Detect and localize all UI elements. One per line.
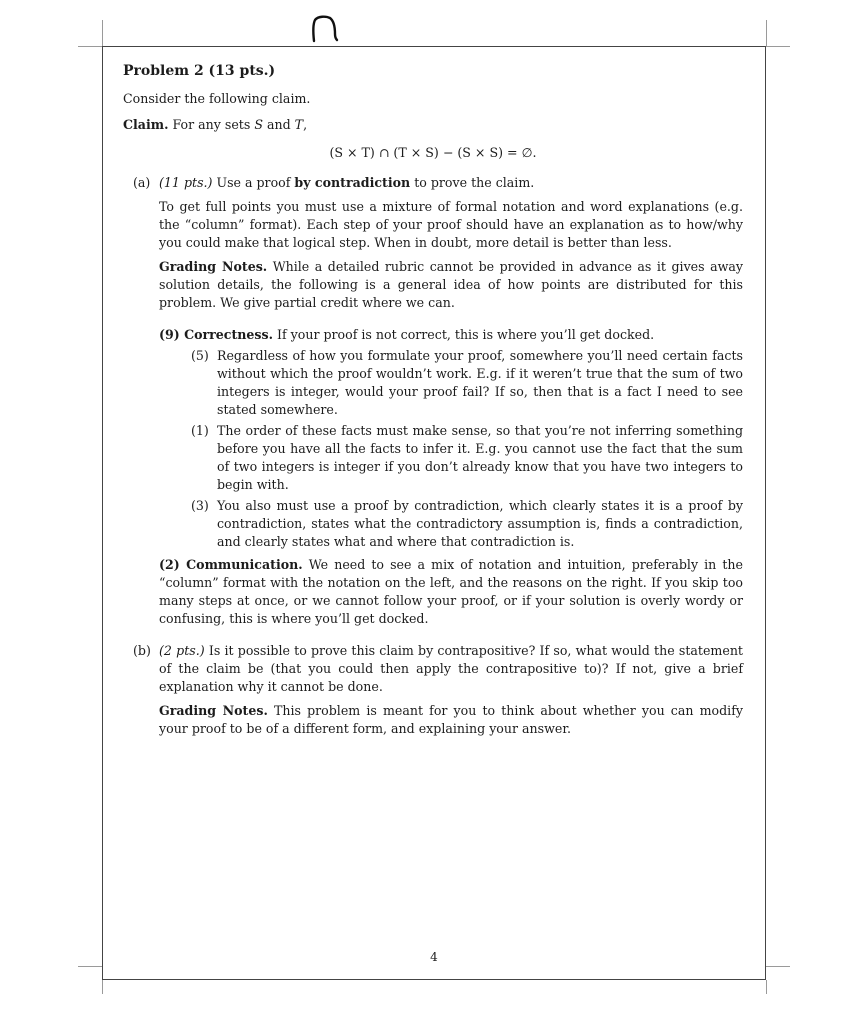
correctness-label: (9) Correctness. — [159, 327, 273, 342]
correctness-text: If your proof is not correct, this is where you’ll get docked. — [273, 327, 655, 342]
part-a-points: (11 pts.) — [159, 175, 213, 190]
correctness-heading — [159, 326, 743, 344]
communication-item — [159, 556, 743, 628]
crop-mark — [102, 980, 103, 994]
crop-mark — [766, 980, 767, 994]
part-a-instructions: To get full points you must use a mixture of formal notation and word explanations (e.g. the “column” format). Each step of your proof should have an explanation as to how/why you could make that logical step. When in doubt, more detail is better than less. — [159, 199, 743, 250]
crop-mark — [766, 46, 790, 47]
claim — [123, 116, 743, 134]
sub-item-label: (5) — [191, 348, 209, 363]
sub-item-text: The order of these facts must make sense, so that you’re not inferring something before you have all the facts to infer it. E.g. you cannot use the fact that the sum of two integers is integer if you don’t already know that you have two integers to begin with. — [217, 423, 743, 492]
grading-notes-label: Grading Notes. — [159, 259, 268, 274]
crop-mark — [766, 20, 767, 46]
part-a-text-bold: by contradiction — [294, 175, 411, 190]
sub-item-text: Regardless of how you formulate your proof, somewhere you’ll need certain facts without which the proof wouldn’t work. E.g. if it weren’t true that the sum of two integers is integer, would your proof fail? If so, then that is a fact I need to see stated somewhere. — [217, 348, 743, 417]
part-b-points: (2 pts.) — [159, 643, 205, 658]
part-b-question — [159, 642, 743, 696]
claim-text-pre: For any sets — [172, 117, 255, 132]
claim-label: Claim. — [123, 117, 169, 132]
part-a-label: (a) — [133, 175, 151, 190]
problem-title: Problem 2 (13 pts.) — [123, 63, 276, 79]
part-a-text-pre: Use a proof — [212, 175, 295, 190]
handwritten-mark — [308, 14, 342, 44]
claim-set-s: S — [254, 117, 263, 132]
claim-comma: , — [303, 117, 308, 132]
part-b-grading-notes — [159, 702, 743, 738]
sub-item-text: You also must use a proof by contradiction, which clearly states it is a proof by contradiction, states what the contradictory assumption is, finds a contradiction, and clearly states what and where that contradiction is. — [217, 498, 743, 549]
sub-item — [191, 347, 743, 419]
crop-mark — [766, 966, 790, 967]
sub-item — [191, 422, 743, 494]
part-a-grading-notes — [159, 258, 743, 312]
problem-content — [123, 62, 743, 738]
grading-notes-text: While a detailed rubric cannot be provided in advance as it gives away solution details, the following is a general idea of how points are distributed for this problem. We give partial credit where we can. — [159, 259, 743, 310]
crop-mark — [78, 966, 102, 967]
part-b-text: Is it possible to prove this claim by contrapositive? If so, what would the statement of the claim be (that you could then apply the contrapositive to)? If not, give a brief explanation why it cannot be done. — [159, 643, 743, 694]
claim-formula: (S × T) ∩ (T × S) − (S × S) = ∅. — [329, 145, 537, 160]
page-number: 4 — [430, 950, 438, 964]
crop-mark — [78, 46, 102, 47]
communication-text: We need to see a mix of notation and intuition, preferably in the “column” format with the notation on the left, and the reasons on the right. If you skip too many steps at once, or we cannot follow your proof, or if your solution is overly wordy or confusing, this is where you’ll get docked. — [159, 557, 743, 626]
claim-and: and — [262, 117, 295, 132]
part-b — [133, 642, 743, 738]
part-a — [133, 174, 743, 312]
claim-set-t: T — [294, 117, 304, 132]
intro-text: Consider the following claim. — [123, 91, 311, 106]
sub-item-label: (1) — [191, 423, 209, 438]
crop-mark — [102, 20, 103, 46]
part-a-text-post: to prove the claim. — [410, 175, 535, 190]
sub-item — [191, 497, 743, 551]
correctness-section — [159, 326, 743, 628]
part-a-question — [159, 174, 743, 192]
grading-notes-label: Grading Notes. — [159, 703, 268, 718]
grading-notes-text: This problem is meant for you to think about whether you can modify your proof to be of a different form, and explaining your answer. — [159, 703, 743, 736]
communication-label: (2) Communication. — [159, 557, 303, 572]
part-b-label: (b) — [133, 643, 151, 658]
sub-item-label: (3) — [191, 498, 209, 513]
